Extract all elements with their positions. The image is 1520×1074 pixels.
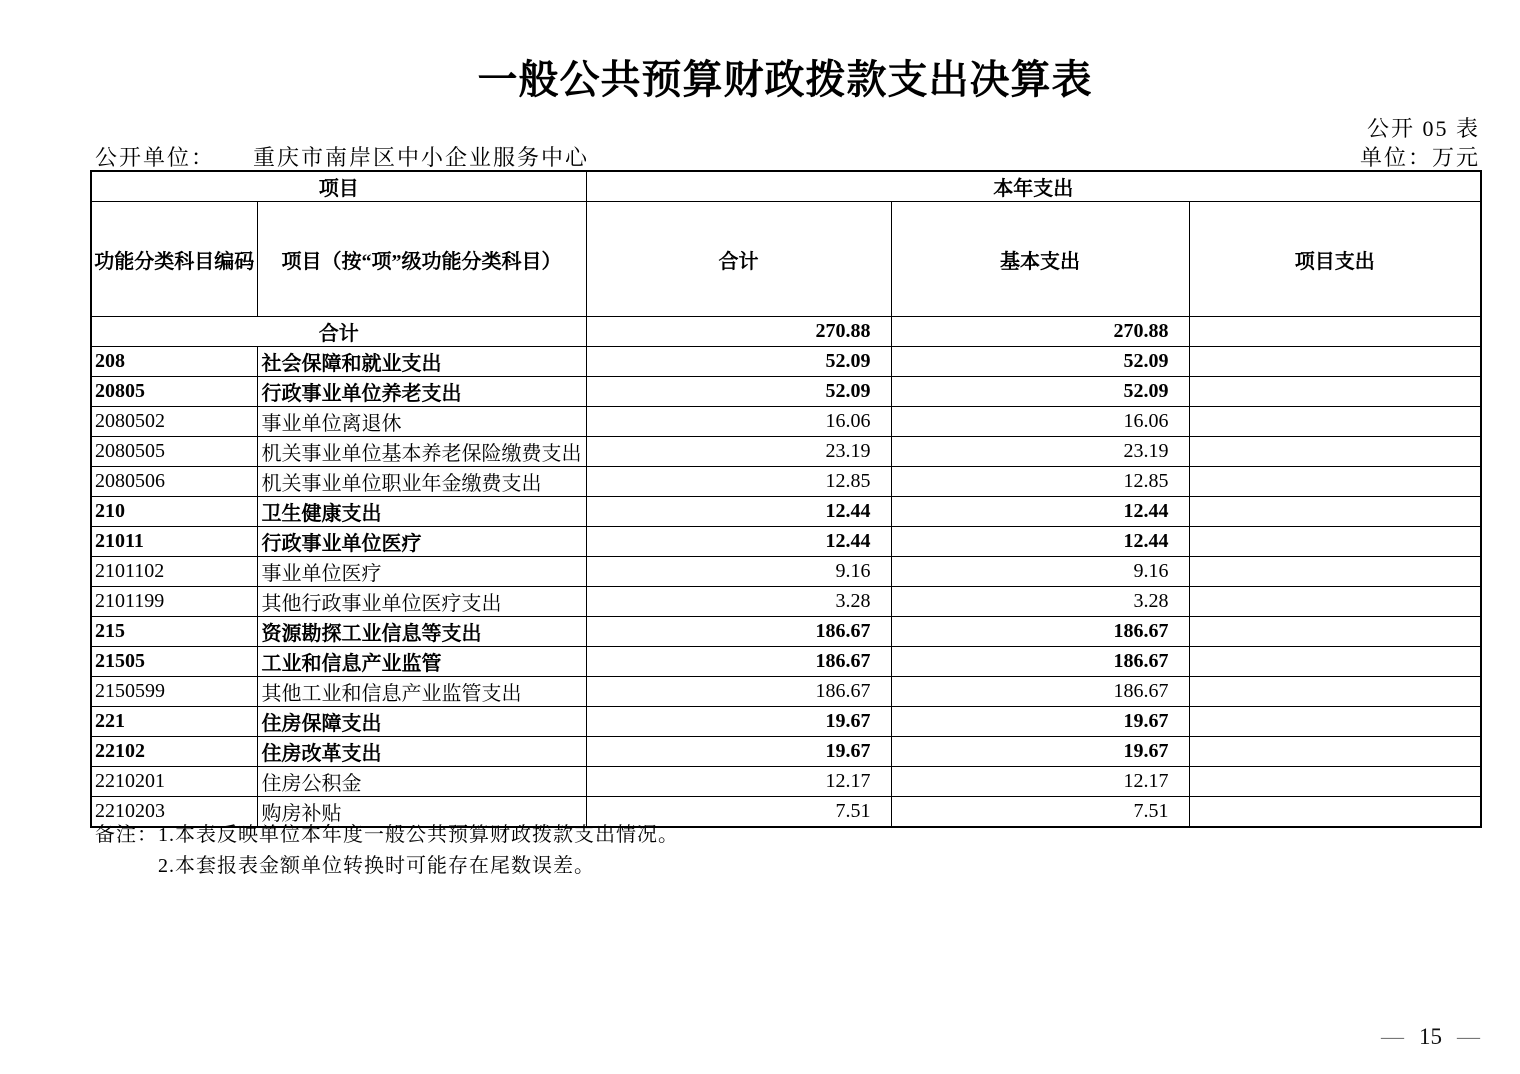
header-item-name: 项目（按“项”级功能分类科目） xyxy=(257,202,586,317)
page-number-dash-left: — xyxy=(1381,1024,1404,1049)
cell-name: 行政事业单位医疗 xyxy=(257,527,586,557)
cell-basic: 23.19 xyxy=(891,437,1189,467)
table-row xyxy=(91,527,1481,557)
cell-name: 资源勘探工业信息等支出 xyxy=(257,617,586,647)
note-line-2: 2.本套报表金额单位转换时可能存在尾数误差。 xyxy=(158,855,595,877)
cell-basic: 52.09 xyxy=(891,377,1189,407)
table-row xyxy=(91,587,1481,617)
table-body xyxy=(91,317,1481,828)
cell-total: 16.06 xyxy=(586,407,891,437)
header-item-group: 项目 xyxy=(91,171,586,202)
header-columns-row xyxy=(91,202,1481,317)
table-head xyxy=(91,171,1481,317)
table-row xyxy=(91,647,1481,677)
cell-project xyxy=(1189,677,1481,707)
cell-code: 20805 xyxy=(91,377,257,407)
cell-code: 2150599 xyxy=(91,677,257,707)
cell-name: 行政事业单位养老支出 xyxy=(257,377,586,407)
header-project-expense: 项目支出 xyxy=(1189,202,1481,317)
cell-total: 7.51 xyxy=(586,797,891,828)
money-unit: 单位：万元 xyxy=(1359,145,1480,170)
cell-code: 210 xyxy=(91,497,257,527)
cell-name: 住房保障支出 xyxy=(257,707,586,737)
cell-basic: 19.67 xyxy=(891,707,1189,737)
notes xyxy=(95,820,679,882)
notes-body xyxy=(158,820,679,882)
page-number-dash-right: — xyxy=(1457,1024,1480,1049)
table-row xyxy=(91,737,1481,767)
cell-code: 215 xyxy=(91,617,257,647)
cell-project xyxy=(1189,497,1481,527)
cell-code: 2210201 xyxy=(91,767,257,797)
table-row xyxy=(91,617,1481,647)
cell-project xyxy=(1189,617,1481,647)
cell-name: 机关事业单位职业年金缴费支出 xyxy=(257,467,586,497)
cell-basic: 12.85 xyxy=(891,467,1189,497)
cell-project xyxy=(1189,407,1481,437)
cell-project xyxy=(1189,347,1481,377)
cell-code: 2080502 xyxy=(91,407,257,437)
cell-project xyxy=(1189,797,1481,828)
cell-basic: 186.67 xyxy=(891,617,1189,647)
cell-total: 270.88 xyxy=(586,317,891,347)
cell-total: 186.67 xyxy=(586,677,891,707)
cell-name: 事业单位离退休 xyxy=(257,407,586,437)
cell-name: 住房公积金 xyxy=(257,767,586,797)
cell-name: 其他行政事业单位医疗支出 xyxy=(257,587,586,617)
table-row xyxy=(91,317,1481,347)
table-row xyxy=(91,677,1481,707)
cell-basic: 12.17 xyxy=(891,767,1189,797)
cell-name-merged: 合计 xyxy=(91,317,586,347)
header-total: 合计 xyxy=(586,202,891,317)
page-number xyxy=(90,1024,1480,1050)
cell-name: 购房补贴 xyxy=(257,797,586,828)
cell-code: 2101102 xyxy=(91,557,257,587)
cell-project xyxy=(1189,437,1481,467)
page-number-value: 15 xyxy=(1419,1024,1442,1049)
cell-basic: 3.28 xyxy=(891,587,1189,617)
cell-basic: 186.67 xyxy=(891,647,1189,677)
cell-total: 19.67 xyxy=(586,707,891,737)
cell-name: 事业单位医疗 xyxy=(257,557,586,587)
cell-code: 21505 xyxy=(91,647,257,677)
cell-total: 186.67 xyxy=(586,647,891,677)
cell-code: 21011 xyxy=(91,527,257,557)
table-row xyxy=(91,347,1481,377)
cell-project xyxy=(1189,707,1481,737)
expenditure-table xyxy=(90,170,1482,828)
cell-project xyxy=(1189,737,1481,767)
cell-project xyxy=(1189,467,1481,497)
cell-basic: 9.16 xyxy=(891,557,1189,587)
cell-total: 12.85 xyxy=(586,467,891,497)
table-row xyxy=(91,707,1481,737)
cell-project xyxy=(1189,647,1481,677)
note-line-1: 1.本表反映单位本年度一般公共预算财政拨款支出情况。 xyxy=(158,824,679,846)
cell-project xyxy=(1189,767,1481,797)
header-function-code: 功能分类科目编码 xyxy=(91,202,257,317)
cell-total: 3.28 xyxy=(586,587,891,617)
table-row xyxy=(91,467,1481,497)
notes-label: 备注： xyxy=(95,824,158,846)
cell-code: 2210203 xyxy=(91,797,257,828)
header-group-row xyxy=(91,171,1481,202)
cell-code: 2080505 xyxy=(91,437,257,467)
cell-project xyxy=(1189,587,1481,617)
table-row xyxy=(91,437,1481,467)
cell-code: 22102 xyxy=(91,737,257,767)
page-title: 一般公共预算财政拨款支出决算表 xyxy=(477,57,1093,102)
cell-name: 机关事业单位基本养老保险缴费支出 xyxy=(257,437,586,467)
cell-project xyxy=(1189,527,1481,557)
table-number: 公开 05 表 xyxy=(1366,116,1480,141)
cell-basic: 12.44 xyxy=(891,527,1189,557)
publish-unit xyxy=(95,141,589,172)
cell-project xyxy=(1189,377,1481,407)
cell-name: 住房改革支出 xyxy=(257,737,586,767)
cell-name: 其他工业和信息产业监管支出 xyxy=(257,677,586,707)
cell-basic: 186.67 xyxy=(891,677,1189,707)
publish-unit-value: 重庆市南岸区中小企业服务中心 xyxy=(253,145,590,170)
cell-project xyxy=(1189,557,1481,587)
cell-code: 221 xyxy=(91,707,257,737)
cell-code: 2101199 xyxy=(91,587,257,617)
cell-basic: 16.06 xyxy=(891,407,1189,437)
cell-total: 19.67 xyxy=(586,737,891,767)
cell-basic: 7.51 xyxy=(891,797,1189,828)
table-row xyxy=(91,557,1481,587)
cell-project xyxy=(1189,317,1481,347)
cell-basic: 12.44 xyxy=(891,497,1189,527)
cell-total: 52.09 xyxy=(586,347,891,377)
cell-name: 卫生健康支出 xyxy=(257,497,586,527)
cell-code: 208 xyxy=(91,347,257,377)
cell-name: 社会保障和就业支出 xyxy=(257,347,586,377)
header-basic-expense: 基本支出 xyxy=(891,202,1189,317)
cell-code: 2080506 xyxy=(91,467,257,497)
table-row xyxy=(91,377,1481,407)
cell-total: 23.19 xyxy=(586,437,891,467)
cell-total: 186.67 xyxy=(586,617,891,647)
cell-basic: 270.88 xyxy=(891,317,1189,347)
cell-total: 52.09 xyxy=(586,377,891,407)
cell-total: 12.44 xyxy=(586,527,891,557)
cell-total: 9.16 xyxy=(586,557,891,587)
cell-total: 12.44 xyxy=(586,497,891,527)
table-row xyxy=(91,497,1481,527)
header-year-expense-group: 本年支出 xyxy=(586,171,1481,202)
publish-unit-label: 公开单位： xyxy=(95,145,216,170)
meta-row xyxy=(95,141,1480,172)
cell-basic: 52.09 xyxy=(891,347,1189,377)
cell-total: 12.17 xyxy=(586,767,891,797)
table-row xyxy=(91,407,1481,437)
table-row xyxy=(91,767,1481,797)
cell-basic: 19.67 xyxy=(891,737,1189,767)
cell-name: 工业和信息产业监管 xyxy=(257,647,586,677)
